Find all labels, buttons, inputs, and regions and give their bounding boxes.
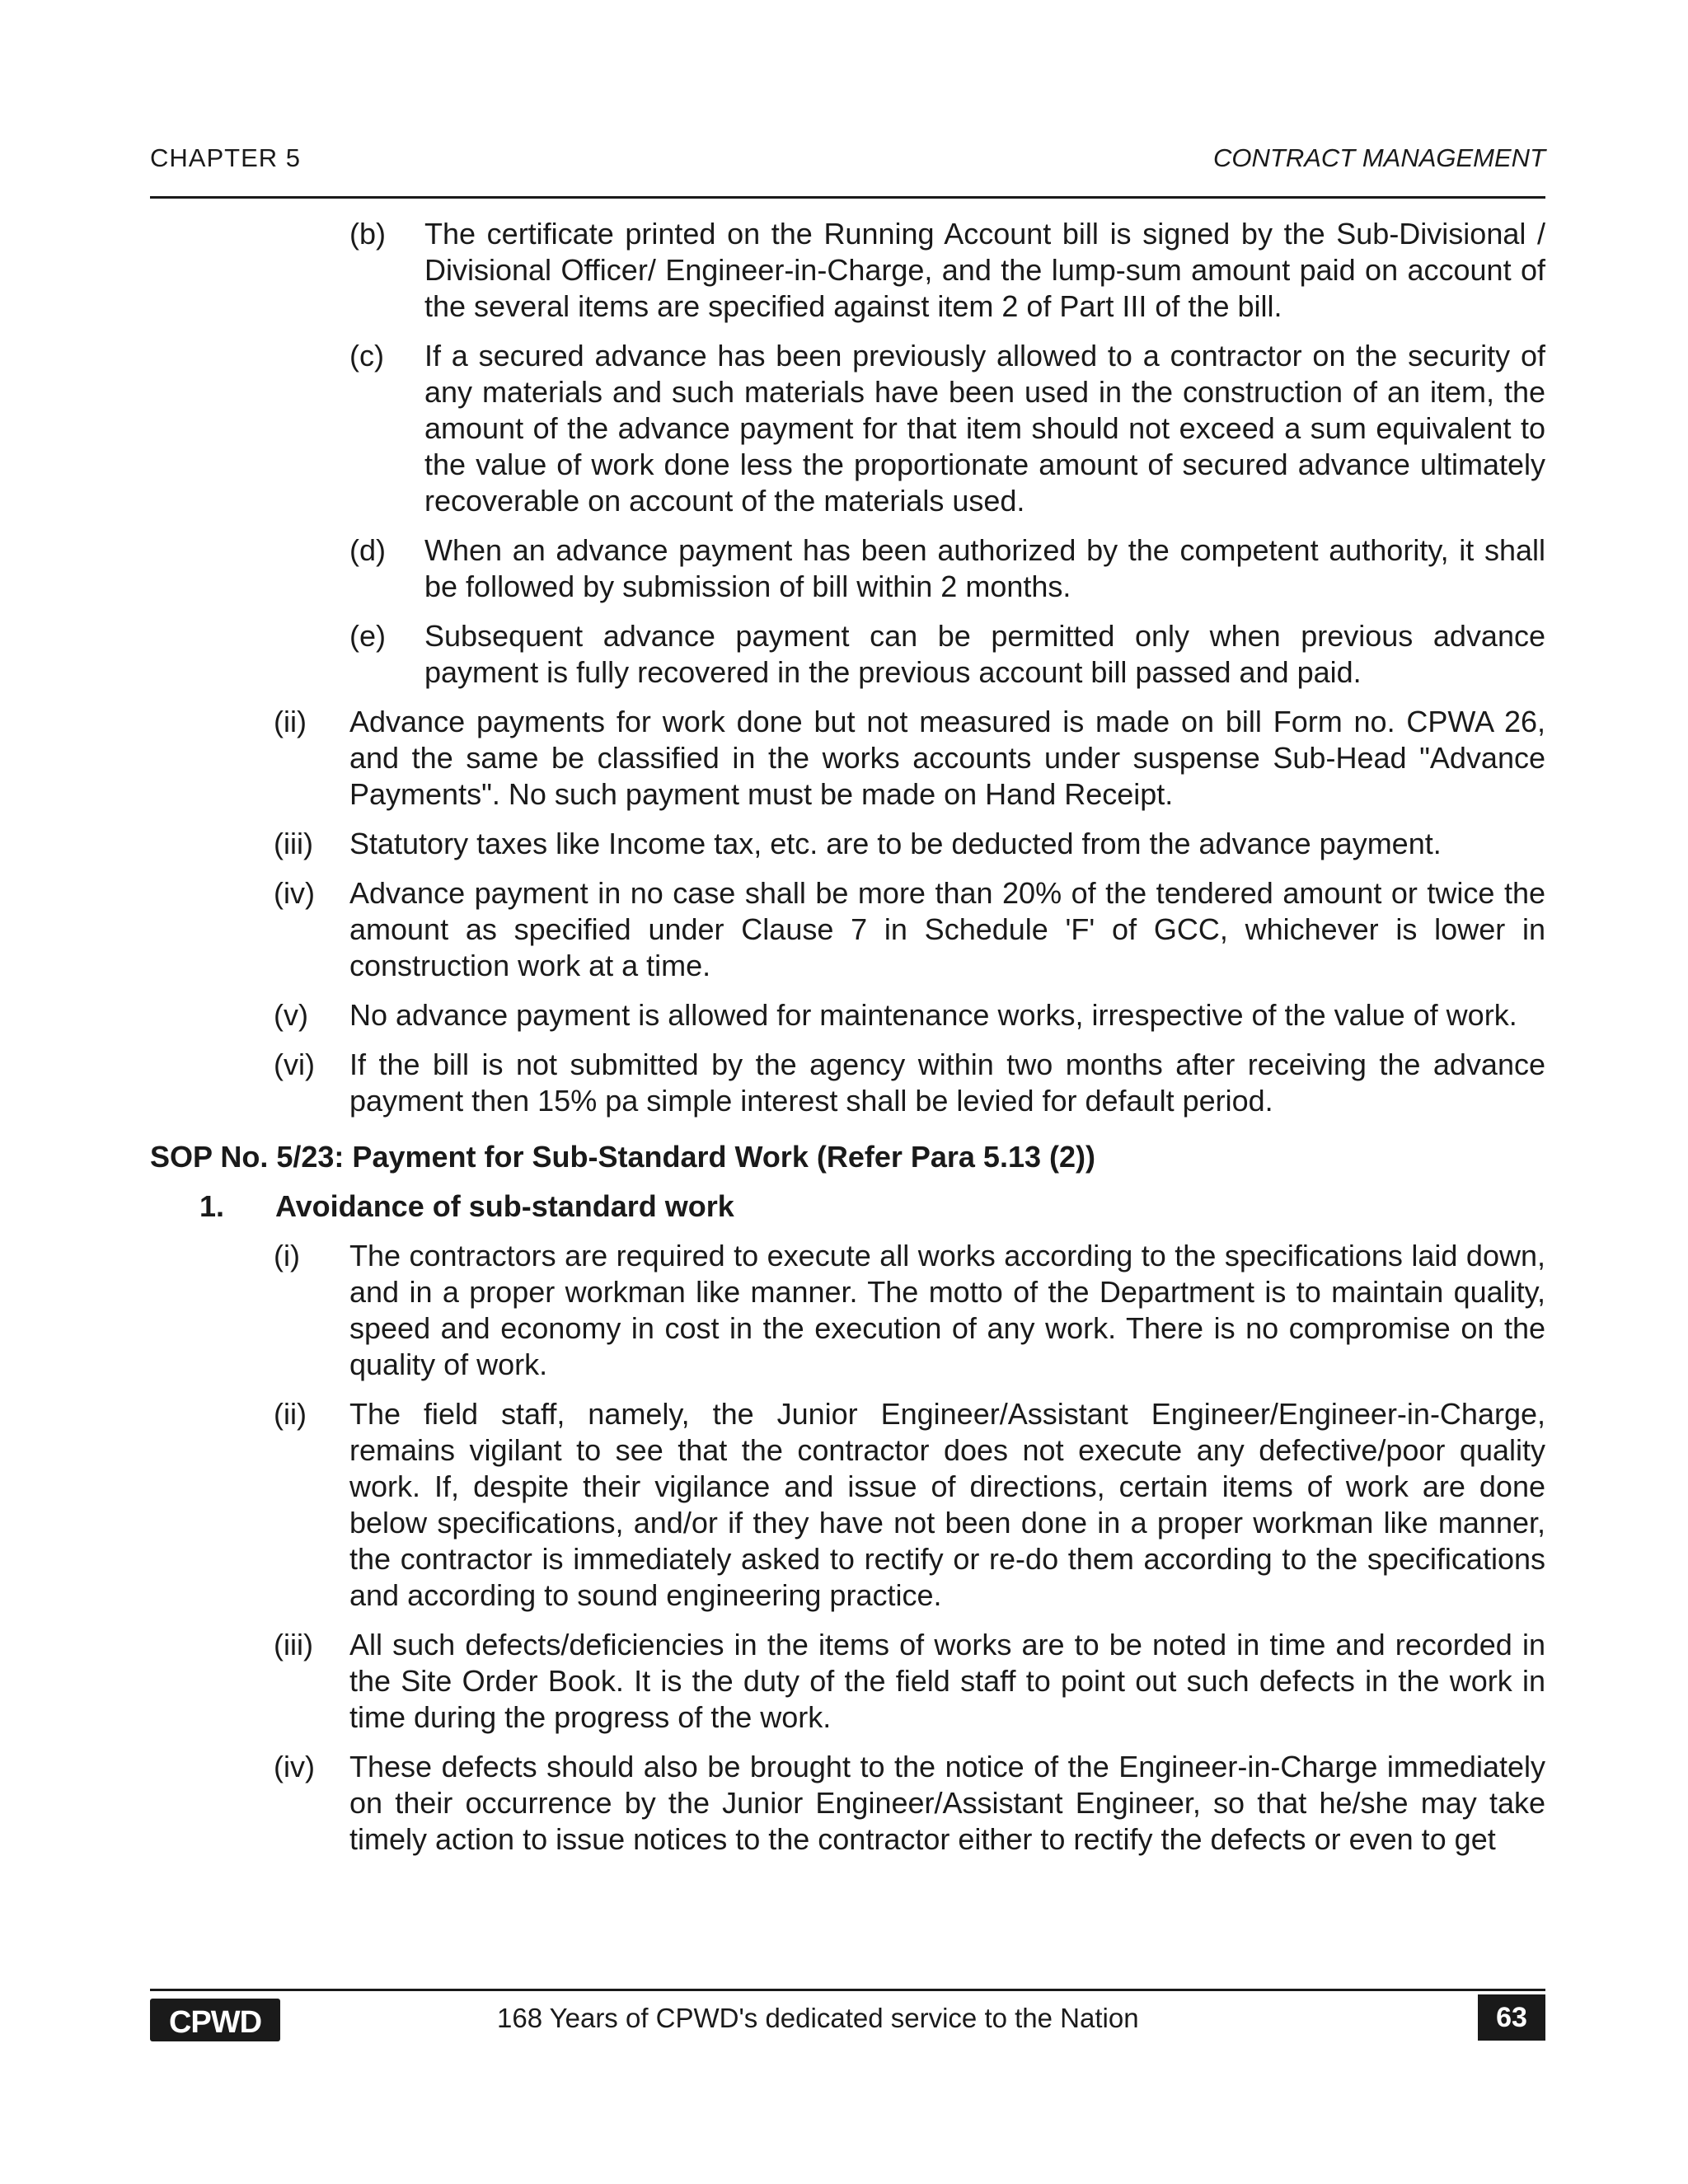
item-label: (i)	[274, 1239, 300, 1272]
cpwd-logo	[150, 1999, 280, 2041]
running-header	[150, 143, 1545, 180]
item-label: (iv)	[274, 876, 315, 910]
page-number: 63	[1478, 1994, 1545, 2041]
item-text: If the bill is not submitted by the agency within two months after receiving the advance payment then 15% pa simple interest shall be levied for default period.	[349, 1047, 1545, 1118]
item-text: The certificate printed on the Running Account bill is signed by the Sub-Divisional / Divisional Officer/ Engineer-in-Charge, and the lump-sum amount paid on account of the several items are specified against item 2 of Part III of the bill.	[424, 217, 1545, 323]
item-text: If a secured advance has been previously allowed to a contractor on the security of any materials and such materials have been used in the construction of an item, the amount of the advance payment for that item should not exceed a sum equivalent to the value of work done less the proportionate amount of secured advance ultimately recoverable on account of the materials used.	[424, 339, 1545, 518]
list-item	[150, 826, 1545, 862]
list-item	[150, 532, 1545, 605]
footer-divider	[150, 1989, 1545, 1991]
item-text: The field staff, namely, the Junior Engineer/Assistant Engineer/Engineer-in-Charge, remains vigilant to see that the contractor does not execute any defective/poor quality work. If, despite their vigilance and issue of directions, certain items of work are done below specifications, and/or if they have not been done in a proper workman like manner, the contractor is immediately asked to rectify or re-do them according to the specifications and according to sound engineering practice.	[349, 1397, 1545, 1612]
subsection-heading	[150, 1188, 1545, 1225]
list-item	[150, 1627, 1545, 1736]
list-item	[150, 1749, 1545, 1858]
item-text: No advance payment is allowed for maintenance works, irrespective of the value of work.	[349, 998, 1517, 1032]
item-label: (b)	[349, 217, 386, 251]
sop-heading: SOP No. 5/23: Payment for Sub-Standard Work (Refer Para 5.13 (2))	[150, 1140, 1095, 1174]
list-item	[150, 618, 1545, 691]
item-text: Advance payment in no case shall be more than 20% of the tendered amount or twice the amount as specified under Clause 7 in Schedule 'F' of GCC, whichever is lower in construction work at a time.	[349, 876, 1545, 982]
list-item	[150, 338, 1545, 519]
item-text: Statutory taxes like Income tax, etc. are to be deducted from the advance payment.	[349, 827, 1442, 860]
item-text: All such defects/deficiencies in the items of works are to be noted in time and recorded in the Site Order Book. It is the duty of the field staff to point out such defects in the work in time during the progress of the work.	[349, 1628, 1545, 1734]
item-label: (iii)	[274, 827, 313, 860]
subsection-title: Avoidance of sub-standard work	[275, 1189, 734, 1223]
item-text: These defects should also be brought to the notice of the Engineer-in-Charge immediately on their occurrence by the Junior Engineer/Assistant Engineer, so that he/she may take timely action to issue notices to the contractor either to rectify the defects or even to get	[349, 1750, 1545, 1856]
list-item	[150, 216, 1545, 325]
subsection-number: 1.	[199, 1189, 225, 1223]
item-label: (ii)	[274, 705, 307, 738]
list-item	[150, 1396, 1545, 1614]
list-item	[150, 1047, 1545, 1119]
chapter-label: CHAPTER 5	[150, 143, 301, 172]
list-item	[150, 875, 1545, 984]
list-item	[150, 704, 1545, 813]
footer-tagline: 168 Years of CPWD's dedicated service to the Nation	[497, 2003, 1139, 2033]
item-label: (d)	[349, 533, 386, 567]
item-text: Advance payments for work done but not measured is made on bill Form no. CPWA 26, and the same be classified in the works accounts under suspense Sub-Head "Advance Payments". No such payment must be made on Hand Receipt.	[349, 705, 1545, 811]
list-item	[150, 1238, 1545, 1383]
item-label: (iii)	[274, 1628, 313, 1661]
item-label: (vi)	[274, 1047, 315, 1081]
list-item	[150, 997, 1545, 1033]
item-label: (c)	[349, 339, 384, 373]
item-label: (v)	[274, 998, 308, 1032]
item-label: (ii)	[274, 1397, 307, 1431]
logo-text: CPWD	[168, 2005, 262, 2040]
item-text: When an advance payment has been authorized by the competent authority, it shall be followed by submission of bill within 2 months.	[424, 533, 1545, 603]
item-text: Subsequent advance payment can be permitted only when previous advance payment is fully recovered in the previous account bill passed and paid.	[424, 619, 1545, 689]
item-text: The contractors are required to execute all works according to the specifications laid down, and in a proper workman like manner. The motto of the Department is to maintain quality, speed and economy in cost in the execution of any work. There is no compromise on the quality of work.	[349, 1239, 1545, 1381]
body-content	[150, 216, 1545, 1871]
header-divider	[150, 196, 1545, 199]
section-title: CONTRACT MANAGEMENT	[1213, 143, 1545, 172]
item-label: (e)	[349, 619, 386, 653]
item-label: (iv)	[274, 1750, 315, 1783]
